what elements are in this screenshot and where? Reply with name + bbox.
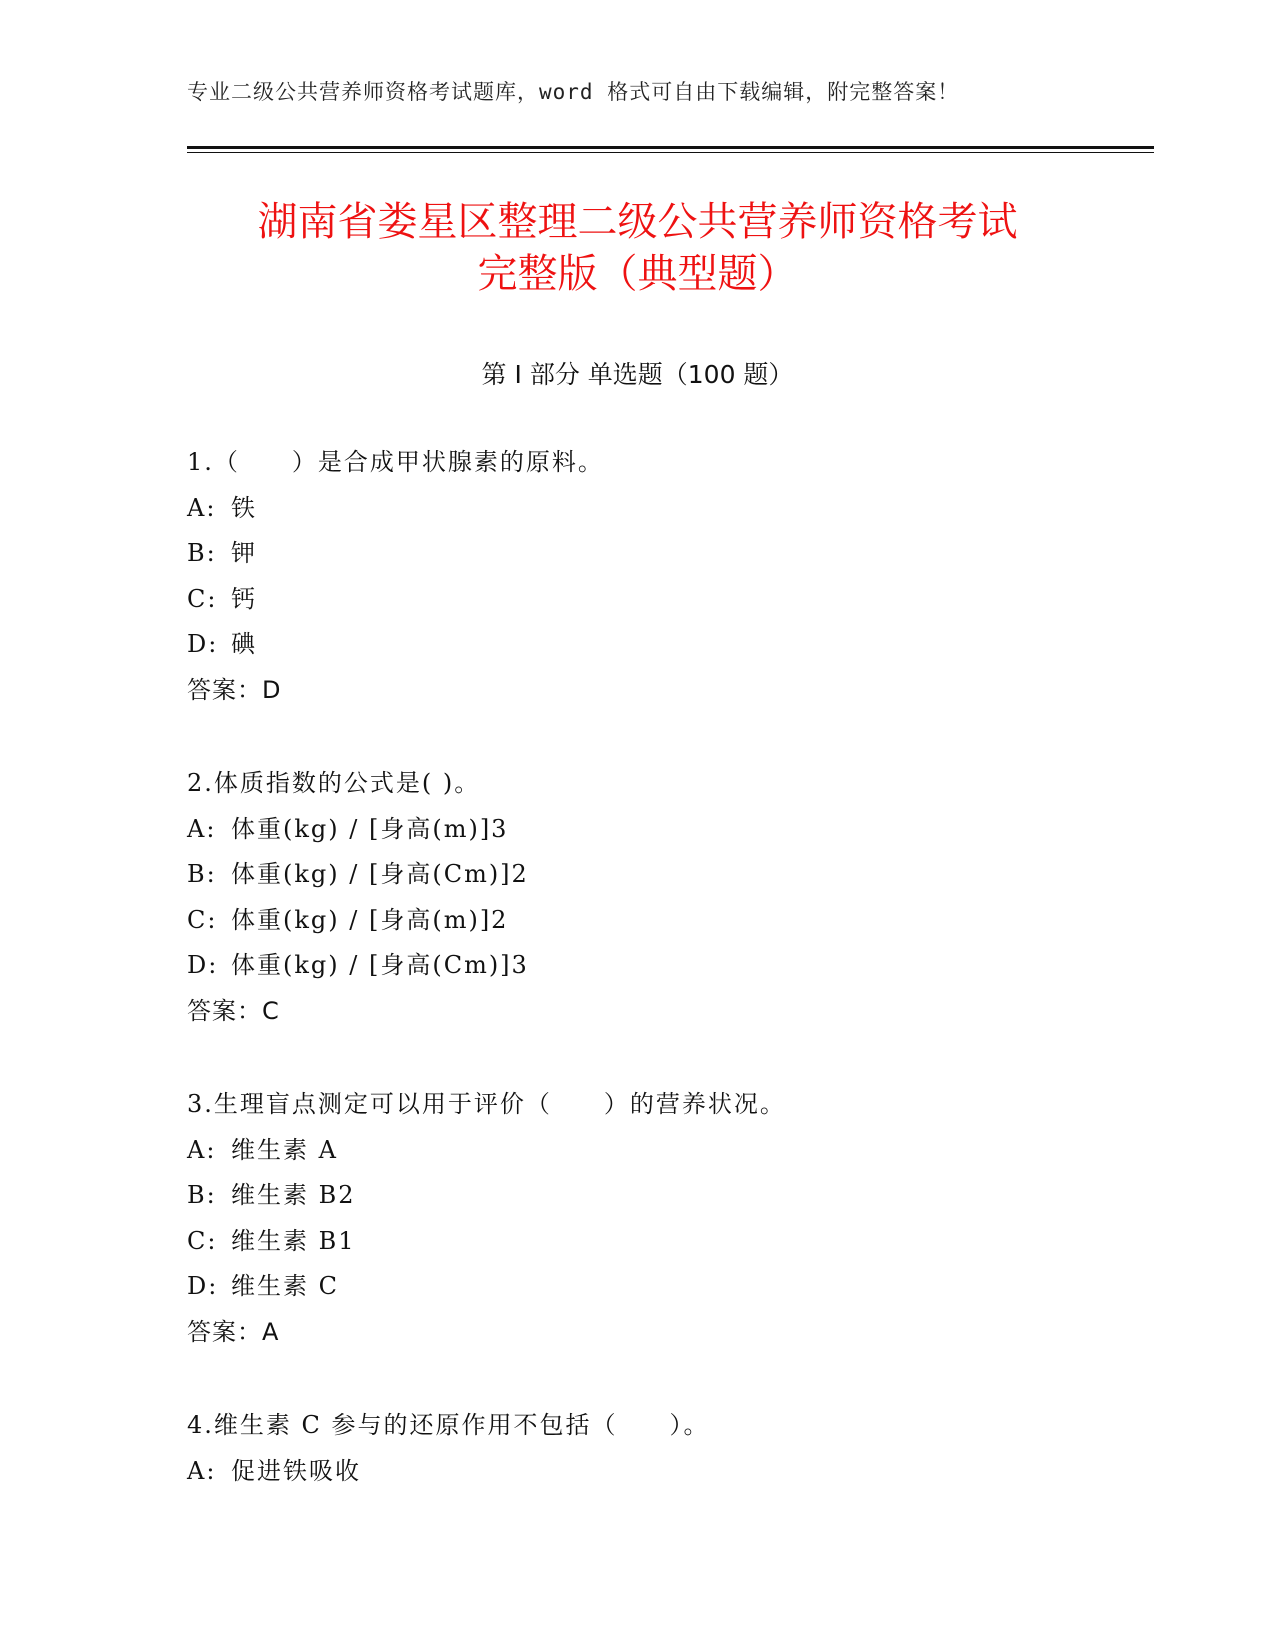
option-key: A: [187,1135,217,1164]
question-stem: 1.（ ）是合成甲状腺素的原料。 [187,448,604,476]
option-c [187,577,1147,623]
option-b [187,1173,1147,1219]
option-text: 钙 [231,584,257,613]
option-b [187,531,1147,577]
answer-line: 答案：D [187,675,282,704]
option-key: D: [187,1272,219,1300]
option-b [187,852,1147,898]
option-d [187,1264,1147,1310]
option-text: 维生素 A [231,1135,338,1164]
header-rule-thick [187,146,1154,149]
question-3 [187,1082,1147,1355]
option-text: 维生素 C [231,1272,339,1300]
option-key: C: [187,905,218,934]
option-text: 钾 [231,539,257,567]
answer-line: 答案：A [187,1317,280,1346]
option-text: 体重(kg) / [身高(Cm)]3 [231,951,529,979]
option-key: B: [187,1181,217,1209]
option-text: 体重(kg) / [身高(m)]3 [231,814,509,843]
option-text: 碘 [231,630,257,658]
option-text: 体重(kg) / [身高(Cm)]2 [231,860,529,888]
header-rule-thin [187,152,1154,153]
option-c [187,1219,1147,1265]
option-key: A: [187,493,217,522]
question-1 [187,440,1147,713]
option-key: D: [187,630,219,658]
option-a [187,1449,1147,1495]
option-d [187,622,1147,668]
option-text: 体重(kg) / [身高(m)]2 [231,905,509,934]
option-key: B: [187,539,217,567]
question-stem: 3.生理盲点测定可以用于评价（ ）的营养状况。 [187,1090,786,1118]
option-key: B: [187,860,217,888]
option-d [187,943,1147,989]
header-note: 专业二级公共营养师资格考试题库，word 格式可自由下载编辑，附完整答案！ [187,80,960,104]
section-heading: 第 I 部分 单选题（100 题） [481,360,794,389]
document-title [150,196,1125,300]
answer-line: 答案：C [187,996,280,1025]
option-key: A: [187,814,217,843]
option-text: 铁 [231,493,257,522]
option-a [187,1128,1147,1174]
question-list [187,440,1147,1542]
option-a [187,486,1147,532]
option-key: A: [187,1456,217,1485]
option-key: C: [187,1226,218,1255]
option-c [187,898,1147,944]
document-title-line1: 湖南省娄星区整理二级公共营养师资格考试 [257,199,1018,245]
option-a [187,807,1147,853]
option-text: 促进铁吸收 [231,1456,361,1485]
option-text: 维生素 B1 [231,1226,356,1255]
question-2 [187,761,1147,1034]
option-key: D: [187,951,219,979]
question-stem: 2.体质指数的公式是( )。 [187,769,481,797]
document-title-line2: 完整版（典型题） [477,251,798,297]
option-text: 维生素 B2 [231,1181,356,1209]
option-key: C: [187,584,218,613]
question-stem: 4.维生素 C 参与的还原作用不包括（ ）。 [187,1411,710,1439]
question-4 [187,1403,1147,1494]
